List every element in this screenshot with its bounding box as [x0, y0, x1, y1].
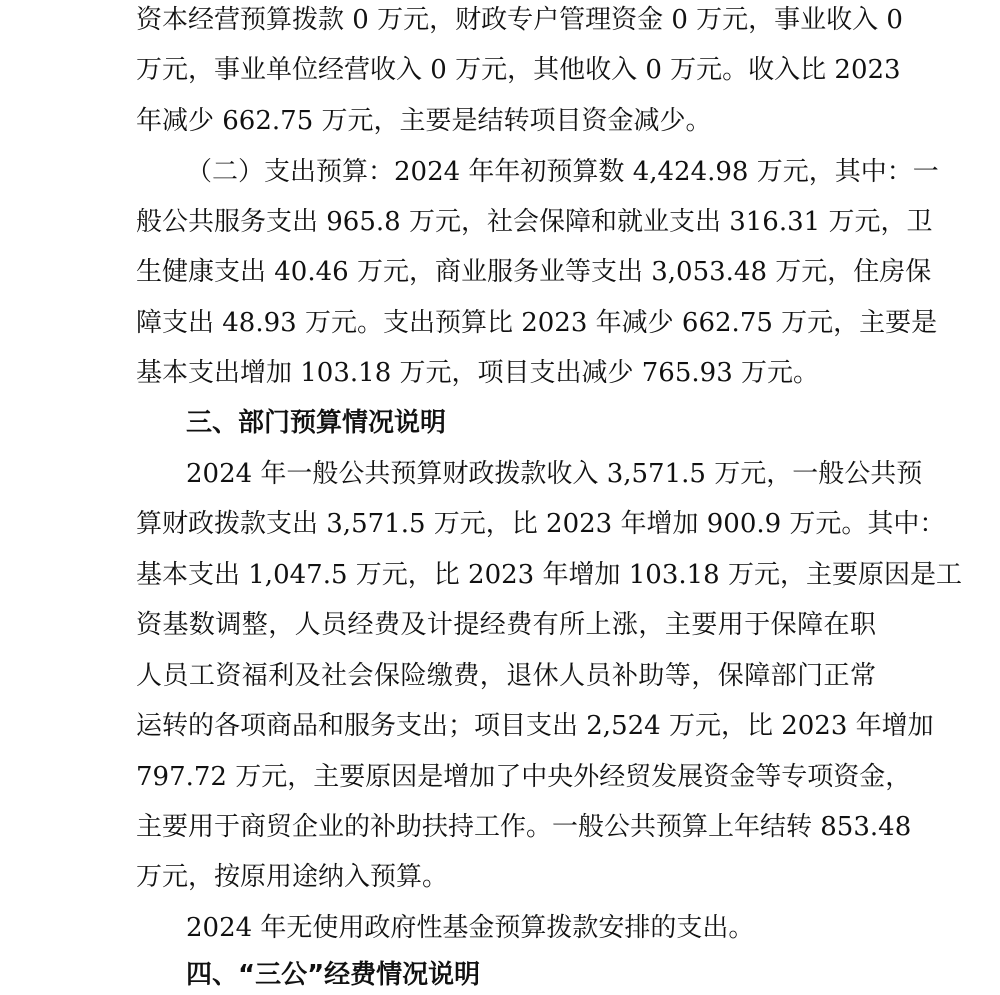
paragraph-line: 基本支出增加 103.18 万元，项目支出减少 765.93 万元。	[136, 358, 820, 388]
paragraph-line: 万元，事业单位经营收入 0 万元，其他收入 0 万元。收入比 2023	[136, 55, 901, 85]
paragraph-line: 2024 年一般公共预算财政拨款收入 3,571.5 万元，一般公共预	[186, 459, 923, 489]
section-heading: 三、部门预算情况说明	[186, 408, 447, 438]
paragraph-line: 主要用于商贸企业的补助扶持工作。一般公共预算上年结转 853.48	[136, 812, 912, 842]
paragraph-line: 运转的各项商品和服务支出；项目支出 2,524 万元，比 2023 年增加	[136, 711, 934, 741]
paragraph-line: 年减少 662.75 万元，主要是结转项目资金减少。	[136, 106, 712, 136]
paragraph-line: 基本支出 1,047.5 万元，比 2023 年增加 103.18 万元，主要原因是工	[136, 560, 962, 590]
paragraph-line: 797.72 万元，主要原因是增加了中央外经贸发展资金等专项资金，	[136, 762, 912, 792]
section-heading: 四、“三公”经费情况说明	[186, 960, 481, 990]
paragraph-line: 2024 年无使用政府性基金预算拨款安排的支出。	[186, 913, 755, 943]
paragraph-line: 资本经营预算拨款 0 万元，财政专户管理资金 0 万元，事业收入 0	[136, 5, 903, 35]
paragraph-line: 人员工资福利及社会保险缴费，退休人员补助等，保障部门正常	[136, 661, 876, 691]
paragraph-line: 般公共服务支出 965.8 万元，社会保障和就业支出 316.31 万元，卫	[136, 207, 933, 237]
paragraph-line: （二）支出预算：2024 年年初预算数 4,424.98 万元，其中：一	[186, 157, 939, 187]
paragraph-line: 算财政拨款支出 3,571.5 万元，比 2023 年增加 900.9 万元。其中：	[136, 509, 946, 539]
paragraph-line: 障支出 48.93 万元。支出预算比 2023 年减少 662.75 万元，主要是	[136, 308, 938, 338]
paragraph-line: 万元，按原用途纳入预算。	[136, 862, 449, 892]
paragraph-line: 生健康支出 40.46 万元，商业服务业等支出 3,053.48 万元，住房保	[136, 257, 932, 287]
paragraph-line: 资基数调整，人员经费及计提经费有所上涨，主要用于保障在职	[136, 610, 876, 640]
